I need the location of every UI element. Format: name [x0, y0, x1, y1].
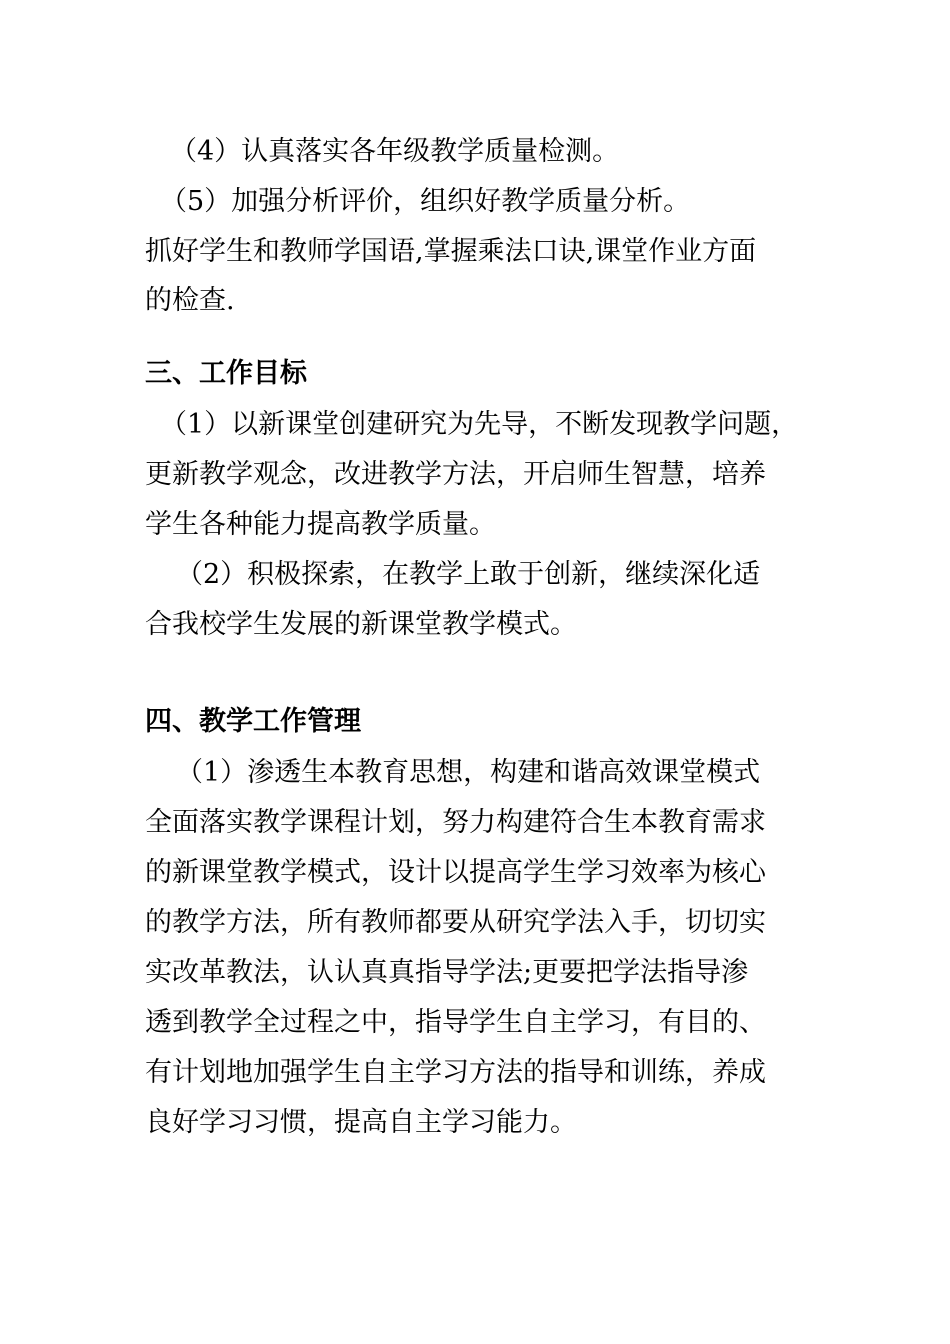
- management-line-1: （1）渗透生本教育思想，构建和谐高效课堂模式: [176, 757, 761, 788]
- note-line-1: 抓好学生和教师学国语,掌握乘法口诀,课堂作业方面: [145, 236, 757, 267]
- management-line-7: 有计划地加强学生自主学习方法的指导和训练，养成: [145, 1057, 766, 1088]
- section-heading-management: 四、教学工作管理: [145, 706, 361, 737]
- goals-line-5: 合我校学生发展的新课堂教学模式。: [145, 609, 577, 640]
- management-line-5: 实改革教法，认认真真指导学法;更要把学法指导渗: [145, 957, 749, 988]
- goals-line-1: （1）以新课堂创建研究为先导，不断发现教学问题，: [160, 409, 799, 440]
- note-line-2: 的检查.: [145, 285, 235, 316]
- goals-line-3: 学生各种能力提高教学质量。: [145, 509, 496, 540]
- management-line-6: 透到教学全过程之中，指导学生自主学习，有目的、: [145, 1007, 766, 1038]
- management-line-4: 的教学方法，所有教师都要从研究学法入手，切切实: [145, 907, 766, 938]
- section-heading-goals: 三、工作目标: [145, 358, 307, 389]
- item-5: （5）加强分析评价，组织好教学质量分析。: [160, 186, 691, 217]
- goals-line-4: （2）积极探索，在教学上敢于创新，继续深化适: [176, 559, 761, 590]
- goals-line-2: 更新教学观念，改进教学方法，开启师生智慧，培养: [145, 459, 766, 490]
- management-line-3: 的新课堂教学模式，设计以提高学生学习效率为核心: [145, 857, 766, 888]
- management-line-2: 全面落实教学课程计划，努力构建符合生本教育需求: [145, 807, 766, 838]
- item-4: （4）认真落实各年级教学质量检测。: [170, 136, 620, 167]
- management-line-8: 良好学习习惯，提高自主学习能力。: [145, 1107, 577, 1138]
